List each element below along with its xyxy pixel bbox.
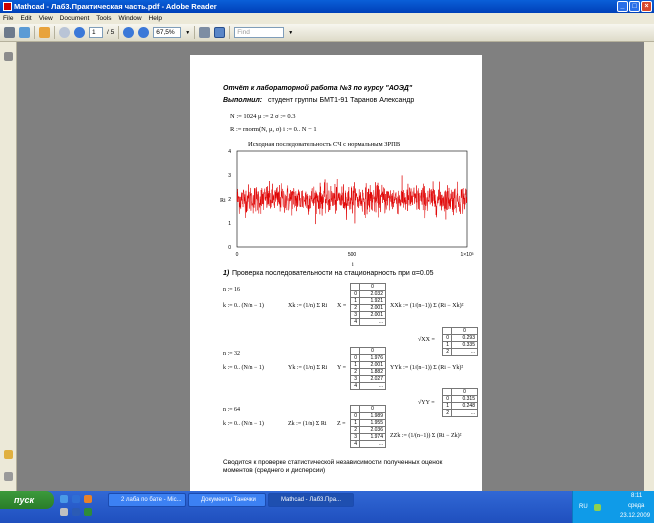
matrix-row: [351, 305, 386, 312]
title-bar: [0, 0, 654, 13]
matrix-header: 0: [452, 328, 478, 335]
task-word-label: 2 лаба по бате - Mic...: [121, 497, 182, 503]
x-tick-label: 0: [235, 252, 239, 258]
toolbar-divider: [229, 26, 230, 39]
show-desktop-icon[interactable]: [60, 495, 68, 503]
matrix-index: 2: [351, 369, 360, 376]
author-label: Выполнил:: [223, 97, 263, 104]
matrix-row: [351, 441, 386, 448]
matrix-row: [351, 355, 386, 362]
sqrt-xx-label: √XX =: [418, 337, 435, 343]
matrix-value: ...: [360, 319, 386, 326]
x-tick-label: 500: [347, 252, 357, 258]
matrix-value: 1.974: [360, 434, 386, 441]
matrix-row: [351, 291, 386, 298]
x-axis-label: i: [352, 262, 354, 267]
section-number: 1): [223, 270, 230, 277]
fit-width-icon[interactable]: [214, 27, 225, 38]
firefox-icon[interactable]: [84, 495, 92, 503]
x-label: X =: [337, 303, 347, 309]
sqrt-xx-matrix: [442, 327, 478, 356]
y-matrix: [350, 347, 386, 390]
matrix-corner: [443, 389, 452, 396]
n16-definition: n := 16: [223, 287, 241, 293]
maximize-button[interactable]: □: [629, 1, 640, 12]
matrix-value: 1.989: [360, 413, 386, 420]
zoom-dropdown-icon[interactable]: ▼: [185, 29, 191, 36]
adobe-reader-icon: [3, 2, 12, 11]
report-heading: Отчёт к лабораторной работа №3 по курсу "АОЭД": [223, 85, 413, 92]
matrix-index: 4: [351, 319, 360, 326]
matrix-value: 2.001: [360, 362, 386, 369]
find-dropdown-icon[interactable]: ▼: [288, 29, 294, 36]
task-word-doc[interactable]: [108, 493, 186, 507]
matrix-row: [443, 349, 478, 356]
window-title: Mathcad - Лаб3.Практическая часть.pdf - Adobe Reader: [14, 2, 217, 11]
yk-formula: Yk := (1/n) Σ Ri: [288, 365, 328, 371]
y-tick-label: 2: [228, 197, 231, 203]
yyk-formula: YYk := (1/(n−1)) Σ (Ri − Yk)²: [390, 365, 464, 371]
matrix-index: 0: [351, 291, 360, 298]
matrix-index: 4: [351, 441, 360, 448]
page-number-input[interactable]: 1: [89, 27, 103, 38]
y-tick-label: 1: [228, 221, 231, 227]
toolbar-divider: [34, 26, 35, 39]
toolbar-divider: [194, 26, 195, 39]
clock-date: 23.12.2009: [620, 513, 651, 519]
matrix-header: 0: [360, 284, 386, 291]
matrix-value: 2.001: [360, 312, 386, 319]
matrix-row: [443, 410, 478, 417]
collaborate-icon[interactable]: [39, 27, 50, 38]
comments-icon[interactable]: [4, 450, 13, 459]
start-button[interactable]: [0, 491, 54, 509]
n32-definition: n := 32: [223, 351, 241, 357]
matrix-index: 2: [443, 410, 452, 417]
close-button[interactable]: ×: [641, 1, 652, 12]
task-folder-label: Документы Танечки: [201, 497, 256, 503]
pdf-page: [190, 55, 482, 491]
matrix-index: 1: [351, 420, 360, 427]
word-icon[interactable]: [72, 508, 80, 516]
menu-file[interactable]: File: [3, 15, 14, 22]
matrix-value: 0.315: [452, 396, 478, 403]
toolbar-divider: [118, 26, 119, 39]
matrix-index: 2: [351, 305, 360, 312]
matrix-index: 4: [351, 383, 360, 390]
document-viewport[interactable]: [17, 42, 654, 491]
sequence-definition: R := rnorm(N, μ, σ) i := 0.. N − 1: [230, 126, 317, 133]
zk-formula: Zk := (1/n) Σ Ri: [288, 421, 327, 427]
system-tray: [572, 491, 654, 523]
matrix-row: [443, 342, 478, 349]
matrix-header: 0: [452, 389, 478, 396]
matrix-index: 2: [443, 349, 452, 356]
matrix-value: ...: [452, 410, 478, 417]
pages-icon[interactable]: [4, 52, 13, 61]
y-tick-label: 3: [228, 173, 231, 179]
menu-window[interactable]: Window: [118, 15, 142, 22]
matrix-index: 0: [443, 335, 452, 342]
parameters-definition: N := 1024 μ := 2 σ := 0.3: [230, 113, 296, 120]
toolbar: [0, 24, 654, 42]
matrix-row: [351, 376, 386, 383]
matrix-index: 1: [351, 362, 360, 369]
zoom-input[interactable]: 67,5%: [153, 27, 181, 38]
matrix-value: 2.032: [360, 291, 386, 298]
plot-title: Исходная последовательность СЧ с нормальным ЗРПВ: [248, 141, 401, 148]
k-definition: k := 0.. (N/n − 1): [223, 365, 264, 371]
menu-bar: [0, 13, 654, 24]
matrix-value: 1.976: [360, 355, 386, 362]
matrix-value: 0.335: [452, 342, 478, 349]
matrix-corner: [443, 328, 452, 335]
matrix-value: 2.027: [360, 376, 386, 383]
page-total: / 5: [107, 29, 115, 36]
k-definition: k := 0.. (N/n − 1): [223, 303, 264, 309]
matrix-index: 1: [443, 342, 452, 349]
matrix-value: ...: [360, 383, 386, 390]
matrix-index: 0: [351, 355, 360, 362]
sqrt-yy-matrix: [442, 388, 478, 417]
menu-document[interactable]: Document: [59, 15, 90, 22]
excel-icon[interactable]: [84, 508, 92, 516]
matrix-row: [351, 298, 386, 305]
matrix-value: 1.882: [360, 369, 386, 376]
clock-day: среда: [628, 503, 645, 509]
matrix-index: 3: [351, 376, 360, 383]
email-icon[interactable]: [19, 27, 30, 38]
quicklaunch-icon[interactable]: [60, 508, 68, 516]
matrix-index: 1: [351, 298, 360, 305]
matrix-index: 1: [443, 403, 452, 410]
menu-help[interactable]: Help: [148, 15, 162, 22]
matrix-corner: [351, 348, 360, 355]
matrix-row: [351, 362, 386, 369]
tray-icon[interactable]: [594, 504, 601, 511]
navigation-panel: [0, 42, 17, 491]
matrix-row: [351, 383, 386, 390]
zoom-out-icon[interactable]: [123, 27, 134, 38]
x-matrix: [350, 283, 386, 326]
matrix-row: [351, 413, 386, 420]
toolbar-divider: [54, 26, 55, 39]
matrix-value: ...: [452, 349, 478, 356]
print-icon[interactable]: [4, 27, 15, 38]
section-title: Проверка последовательности на стационарность при α=0.05: [232, 270, 434, 277]
z-matrix: [350, 405, 386, 448]
window-controls: [617, 1, 652, 12]
find-input[interactable]: Find: [234, 27, 284, 38]
matrix-row: [351, 369, 386, 376]
k-definition: k := 0.. (N/n − 1): [223, 421, 264, 427]
matrix-row: [351, 319, 386, 326]
task-folder[interactable]: [188, 493, 266, 507]
fit-page-icon[interactable]: [199, 27, 210, 38]
matrix-header: 0: [360, 348, 386, 355]
menu-tools[interactable]: Tools: [96, 15, 112, 22]
clock-time: 8:11: [631, 493, 643, 499]
sqrt-yy-label: √YY =: [418, 400, 435, 406]
menu-edit[interactable]: Edit: [20, 15, 32, 22]
y-tick-label: 0: [228, 245, 231, 251]
browser-icon[interactable]: [72, 495, 80, 503]
task-adobe-reader[interactable]: [268, 493, 354, 507]
previous-page-icon[interactable]: [59, 27, 70, 38]
matrix-row: [443, 335, 478, 342]
matrix-index: 3: [351, 312, 360, 319]
y-label: Y =: [337, 365, 346, 371]
sequence-plot: [190, 147, 482, 267]
next-page-icon[interactable]: [74, 27, 85, 38]
zoom-in-icon[interactable]: [138, 27, 149, 38]
matrix-value: 1.921: [360, 298, 386, 305]
xk-formula: Xk := (1/n) Σ Ri: [288, 303, 328, 309]
z-label: Z =: [337, 421, 346, 427]
attachments-icon[interactable]: [4, 472, 13, 481]
matrix-row: [443, 403, 478, 410]
menu-view[interactable]: View: [38, 15, 53, 22]
matrix-value: 1.955: [360, 420, 386, 427]
matrix-index: 0: [351, 413, 360, 420]
matrix-header: 0: [360, 406, 386, 413]
matrix-value: 2.036: [360, 427, 386, 434]
n64-definition: n := 64: [223, 407, 241, 413]
matrix-row: [351, 434, 386, 441]
language-indicator[interactable]: RU: [579, 504, 588, 510]
zzk-formula: ZZk := (1/(n−1)) Σ (Ri − Zk)²: [390, 433, 462, 439]
conclusion-text: Сводится к проверке статистической независимости полученных оценок моментов (среднего и дисперсии): [223, 459, 443, 474]
matrix-corner: [351, 406, 360, 413]
matrix-value: 0.293: [452, 335, 478, 342]
matrix-value: 0.248: [452, 403, 478, 410]
matrix-row: [351, 427, 386, 434]
y-axis-label: Ri: [220, 198, 226, 204]
matrix-value: 2.001: [360, 305, 386, 312]
minimize-button[interactable]: _: [617, 1, 628, 12]
matrix-index: 3: [351, 434, 360, 441]
matrix-row: [351, 312, 386, 319]
matrix-value: ...: [360, 441, 386, 448]
y-tick-label: 4: [228, 149, 231, 155]
vertical-scrollbar[interactable]: [644, 42, 654, 491]
xxk-formula: XXk := (1/(n−1)) Σ (Ri − Xk)²: [390, 303, 464, 309]
author-text: студент группы БМТ1-91 Таранов Александр: [268, 97, 415, 104]
task-adobe-label: Mathcad - Лаб3.Пра...: [281, 497, 342, 503]
x-tick-label: 1×10³: [460, 252, 474, 258]
matrix-row: [443, 396, 478, 403]
matrix-index: 0: [443, 396, 452, 403]
start-label: пуск: [14, 495, 35, 505]
matrix-row: [351, 420, 386, 427]
taskbar: [0, 491, 654, 523]
matrix-index: 2: [351, 427, 360, 434]
matrix-corner: [351, 284, 360, 291]
